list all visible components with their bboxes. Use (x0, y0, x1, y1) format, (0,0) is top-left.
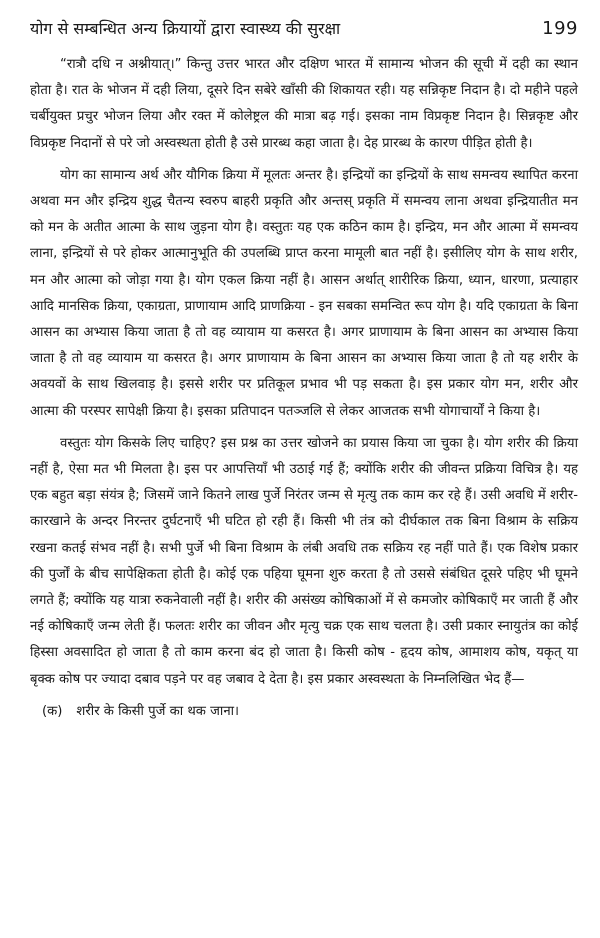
chapter-title: योग से सम्बन्धित अन्य क्रियायों द्वारा स्वास्थ्य की सुरक्षा (30, 19, 341, 38)
page-number: 199 (542, 18, 578, 39)
list-item (30, 699, 578, 725)
paragraph: वस्तुतः योग किसके लिए चाहिए? इस प्रश्न का उत्तर खोजने का प्रयास किया जा चुका है। योग शरीर की क्रिया नहीं है, ऐसा मत भी मिलता है। इस पर आपत्तियाँ भी उठाई गई हैं; क्योंकि शरीर की जीवन्त प्रक्रिया विचित्र है। यह एक बहुत बड़ा संयंत्र है; जिसमें जाने कितने लाख पुर्जे निरंतर जन्म से मृत्यु तक काम कर रहे हैं। उसी अवधि में शरीर-कारखाने के अन्दर निरन्तर दुर्घटनाएँ भी घटित हो रही हैं। किसी भी तंत्र को दीर्घकाल तक बिना विश्राम के सक्रिय रखना कतई संभव नहीं है। सभी पुर्जे भी बिना विश्राम के लंबी अवधि तक सक्रिय रह नहीं पाते हैं। एक विशेष प्रकार की पुर्जों के बीच सापेक्षिकता होती है। कोई एक पहिया घूमना शुरु करता है तो उससे संबंधित दूसरे पहिए भी घूमने लगते हैं; क्योंकि यह यात्रा रुकनेवाली नहीं है। शरीर की असंख्य कोषिकाओं में से कमजोर कोषिकाएँ मर जाती हैं और नई कोषिकाएँ जन्म लेती हैं। फलतः शरीर का जीवन और मृत्यु चक्र एक साथ चलता है। उसी प्रकार स्नायुतंत्र का कोई हिस्सा अवसादित हो जाता है तो काम करना बंद हो जाता है। किसी कोष - हृदय कोष, आमाशय कोष, यकृत् या बृक्क कोष पर ज्यादा दबाव पड़ने पर वह जबाव दे देता है। इस प्रकार अस्वस्थता के निम्नलिखित भेद हैं— (30, 435, 578, 687)
list-item-text: शरीर के किसी पुर्जे का थक जाना। (76, 703, 240, 719)
running-header (30, 16, 578, 42)
list-marker: (क) (42, 703, 63, 719)
paragraph: “रात्रौ दधि न अश्नीयात्।” किन्तु उत्तर भारत और दक्षिण भारत में सामान्य भोजन की सूची में दही का स्थान होता है। रात के भोजन में दही लिया, दूसरे दिन सबेरे खाँसी की शिकायत रही। यह सन्निकृष्ट निदान है। दो महीने पहले चर्बीयुक्त प्रचुर भोजन लिया और रक्त में कोलेष्ट्रल की मात्रा बढ़ गई। इसका नाम विप्रकृष्ट निदान है। सिन्नकृष्ट और विप्रकृष्ट निदानों से परे जो अस्वस्थता होती है उसे प्रारब्ध कहा जाता है। देह प्रारब्ध के कारण पीड़ित होती है। (30, 57, 578, 151)
paragraph: योग का सामान्य अर्थ और यौगिक क्रिया में मूलतः अन्तर है। इन्द्रियों का इन्द्रियों के साथ समन्वय स्थापित करना अथवा मन और इन्द्रिय शुद्ध चैतन्य स्वरुप बाहरी प्रकृति और अन्तस् प्रकृति में समन्वय लाना अथवा इन्द्रियातीत मन को मन के अतीत आत्मा के साथ जुड़ना योग है। वस्तुतः यह एक कठिन काम है। इन्द्रिय, मन और आत्मा में समन्वय लाना, इन्द्रियों से परे होकर आत्मानुभूति की उपलब्धि प्राप्त करना मामूली बात नहीं है। इसीलिए योग के साथ शरीर, मन और आत्मा को जोड़ा गया है। योग एकल क्रिया नहीं है। आसन अर्थात् शारीरिक क्रिया, ध्यान, धारणा, प्रत्याहार आदि मानसिक क्रिया, एकाग्रता, प्राणायाम आदि प्राणक्रिया - इन सबका समन्वित रूप योग है। यदि एकाग्रता के बिना आसन का अभ्यास किया जाता है तो वह व्यायाम या कसरत है। अगर प्राणायाम के बिना आसन का अभ्यास किया जाता है तो वह व्यायाम या कसरत है। अगर प्राणायाम के बिना आसन का अभ्यास किया जाता है तो यह शरीर के अवयवों के साथ खिलवाड़ है। इससे शरीर पर प्रतिकूल प्रभाव भी पड़ सकता है। इस प्रकार योग मन, शरीर और आत्मा की परस्पर सापेक्षी क्रिया है। इसका प्रतिपादन पतञ्जलि से लेकर आजतक सभी योगाचार्यों ने किया है। (30, 167, 578, 419)
body-text (30, 52, 578, 725)
